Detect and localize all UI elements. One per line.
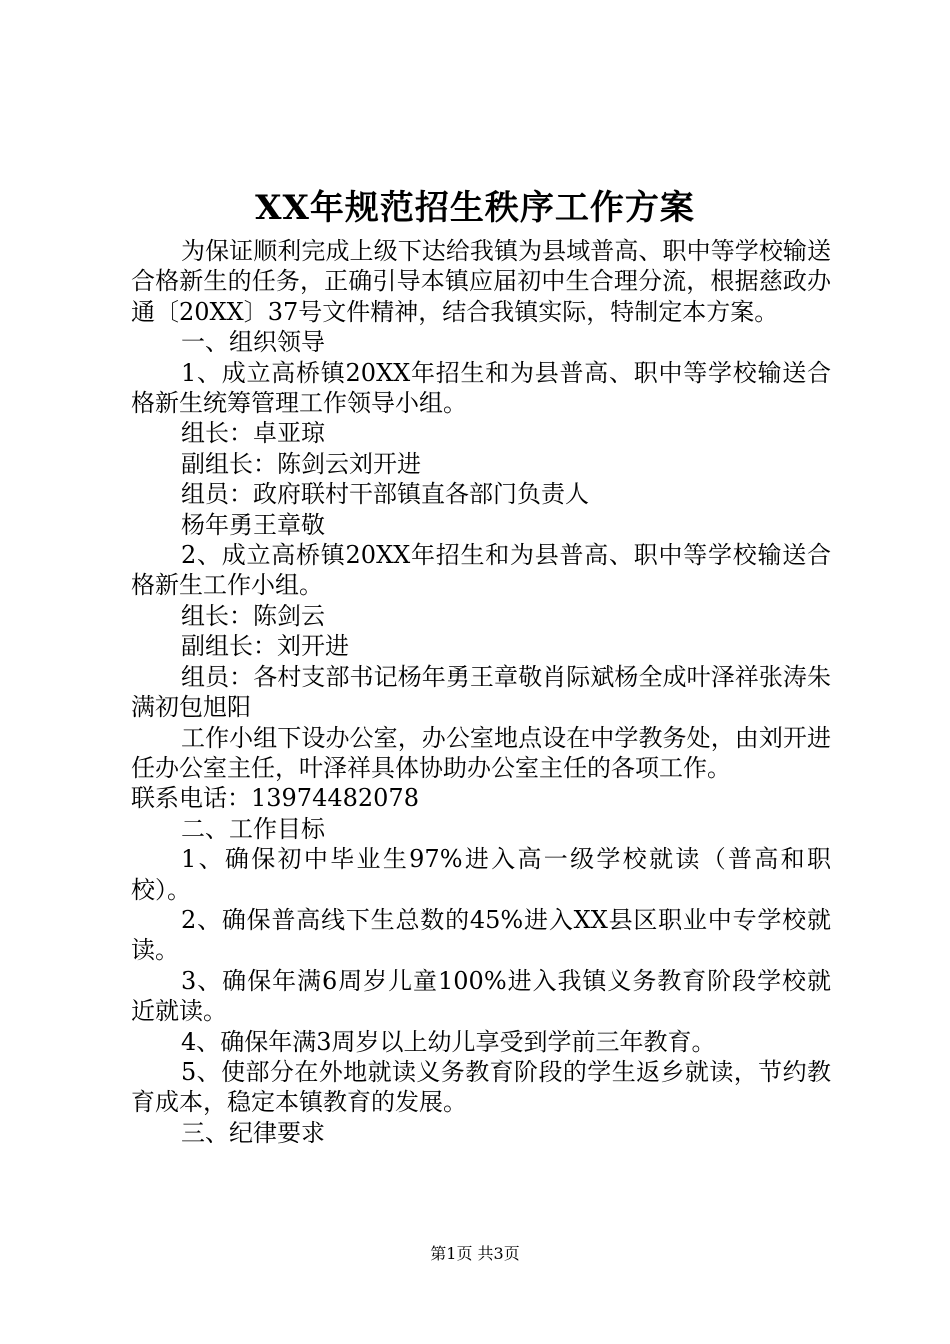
paragraph: 2、成立高桥镇20XX年招生和为县普高、职中等学校输送合格新生工作小组。	[131, 541, 831, 600]
paragraph: 联系电话：13974482078	[131, 784, 419, 813]
paragraph: 工作小组下设办公室，办公室地点设在中学教务处，由刘开进任办公室主任，叶泽祥具体协助办公室主任的各项工作。	[131, 723, 831, 782]
paragraph: 5、使部分在外地就读义务教育阶段的学生返乡就读，节约教育成本，稳定本镇教育的发展。	[131, 1057, 831, 1117]
paragraph: 4、确保年满3周岁以上幼儿享受到学前三年教育。	[181, 1027, 716, 1056]
paragraph: 组员：政府联村干部镇直各部门负责人	[181, 480, 589, 509]
paragraph: 三、纪律要求	[181, 1118, 325, 1147]
paragraph: 副组长：陈剑云刘开进	[181, 449, 421, 478]
paragraph: 2、确保普高线下生总数的45%进入XX县区职业中专学校就读。	[131, 905, 831, 965]
paragraph: 3、确保年满6周岁儿童100%进入我镇义务教育阶段学校就近就读。	[131, 966, 831, 1026]
paragraph: 副组长：刘开进	[181, 632, 349, 661]
page-footer: 第1页 共3页	[430, 1244, 520, 1263]
paragraph: 杨年勇王章敬	[181, 510, 325, 539]
paragraph: 组长：陈剑云	[181, 601, 325, 630]
paragraph: 二、工作目标	[181, 814, 325, 843]
paragraph: 组长：卓亚琼	[181, 419, 325, 448]
document-title: XX年规范招生秩序工作方案	[255, 188, 695, 228]
paragraph: 1、成立高桥镇20XX年招生和为县普高、职中等学校输送合格新生统筹管理工作领导小组。	[131, 358, 831, 418]
paragraph: 为保证顺利完成上级下达给我镇为县域普高、职中等学校输送合格新生的任务，正确引导本镇应届初中生合理分流，根据慈政办通〔20XX〕37号文件精神，结合我镇实际，特制定本方案。	[131, 237, 831, 326]
paragraph: 组员：各村支部书记杨年勇王章敬肖际斌杨全成叶泽祥张涛朱满初包旭阳	[131, 662, 831, 722]
document-body	[131, 236, 831, 1148]
paragraph: 一、组织领导	[181, 328, 325, 357]
paragraph: 1、确保初中毕业生97%进入高一级学校就读（普高和职校）。	[131, 845, 831, 904]
